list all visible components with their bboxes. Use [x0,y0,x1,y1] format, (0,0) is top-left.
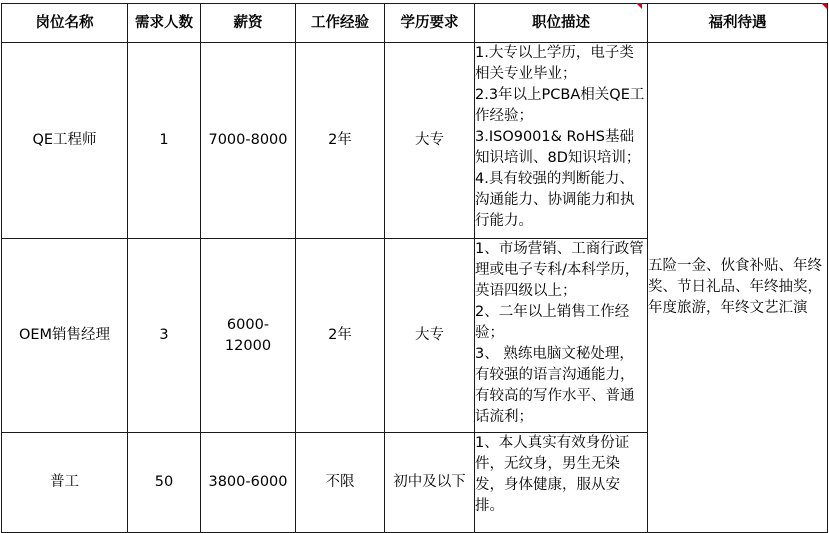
cell-description[interactable] [475,433,648,533]
comment-indicator-icon [821,3,827,9]
header-salary[interactable]: 薪资 [201,4,296,43]
cell-welfare[interactable]: 五险一金、伙食补贴、年终奖、节日礼品、年终抽奖，年度旅游，年终文艺汇演 [648,43,828,533]
job-table [1,3,828,533]
header-description[interactable]: 职位描述 [475,4,648,43]
cell-salary[interactable]: 3800-6000 [201,433,296,533]
cell-education[interactable]: 大专 [385,43,475,239]
cell-count[interactable]: 3 [128,239,201,433]
cell-salary[interactable]: 7000-8000 [201,43,296,239]
header-welfare[interactable]: 福利待遇 [648,4,828,43]
header-experience[interactable]: 工作经验 [296,4,385,43]
cell-description[interactable] [475,43,648,239]
cell-description[interactable] [475,239,648,433]
description-line: 1、本人真实有效身份证件，无纹身，男生无染发，身体健康，服从安排。 [475,435,630,514]
cell-position[interactable]: QE工程师 [2,43,128,239]
description-line: 3.ISO9001& RoHS基础知识培训、8D知识培训； [475,129,641,166]
header-position[interactable]: 岗位名称 [2,4,128,43]
cell-salary[interactable] [201,239,296,433]
description-line: 2、二年以上销售工作经验； [475,304,630,341]
description-line: 1.大专以上学历，电子类相关专业毕业； [475,45,634,82]
header-count[interactable]: 需求人数 [128,4,201,43]
cell-education[interactable]: 初中及以下 [385,433,475,533]
header-education[interactable]: 学历要求 [385,4,475,43]
table-row [2,43,828,239]
cell-experience[interactable]: 2年 [296,239,385,433]
comment-indicator-icon [636,3,642,9]
description-line: 3、 熟练电脑文秘处理，有较强的语言沟通能力，有较高的写作水平、普通话流利； [475,346,635,425]
cell-education[interactable]: 大专 [385,239,475,433]
cell-experience[interactable]: 不限 [296,433,385,533]
cell-count[interactable]: 50 [128,433,201,533]
header-row [2,4,828,43]
cell-position[interactable]: OEM销售经理 [2,239,128,433]
salary-text: 6000-12000 [224,316,272,354]
cell-experience[interactable]: 2年 [296,43,385,239]
cell-position[interactable]: 普工 [2,433,128,533]
description-line: 2.3年以上PCBA相关QE工作经验； [475,87,645,124]
cell-count[interactable]: 1 [128,43,201,239]
description-line: 1、市场营销、工商行政管理或电子专科/本科学历，英语四级以上； [475,241,644,299]
description-line: 4.具有较强的判断能力、沟通能力、协调能力和执行能力。 [475,171,635,229]
